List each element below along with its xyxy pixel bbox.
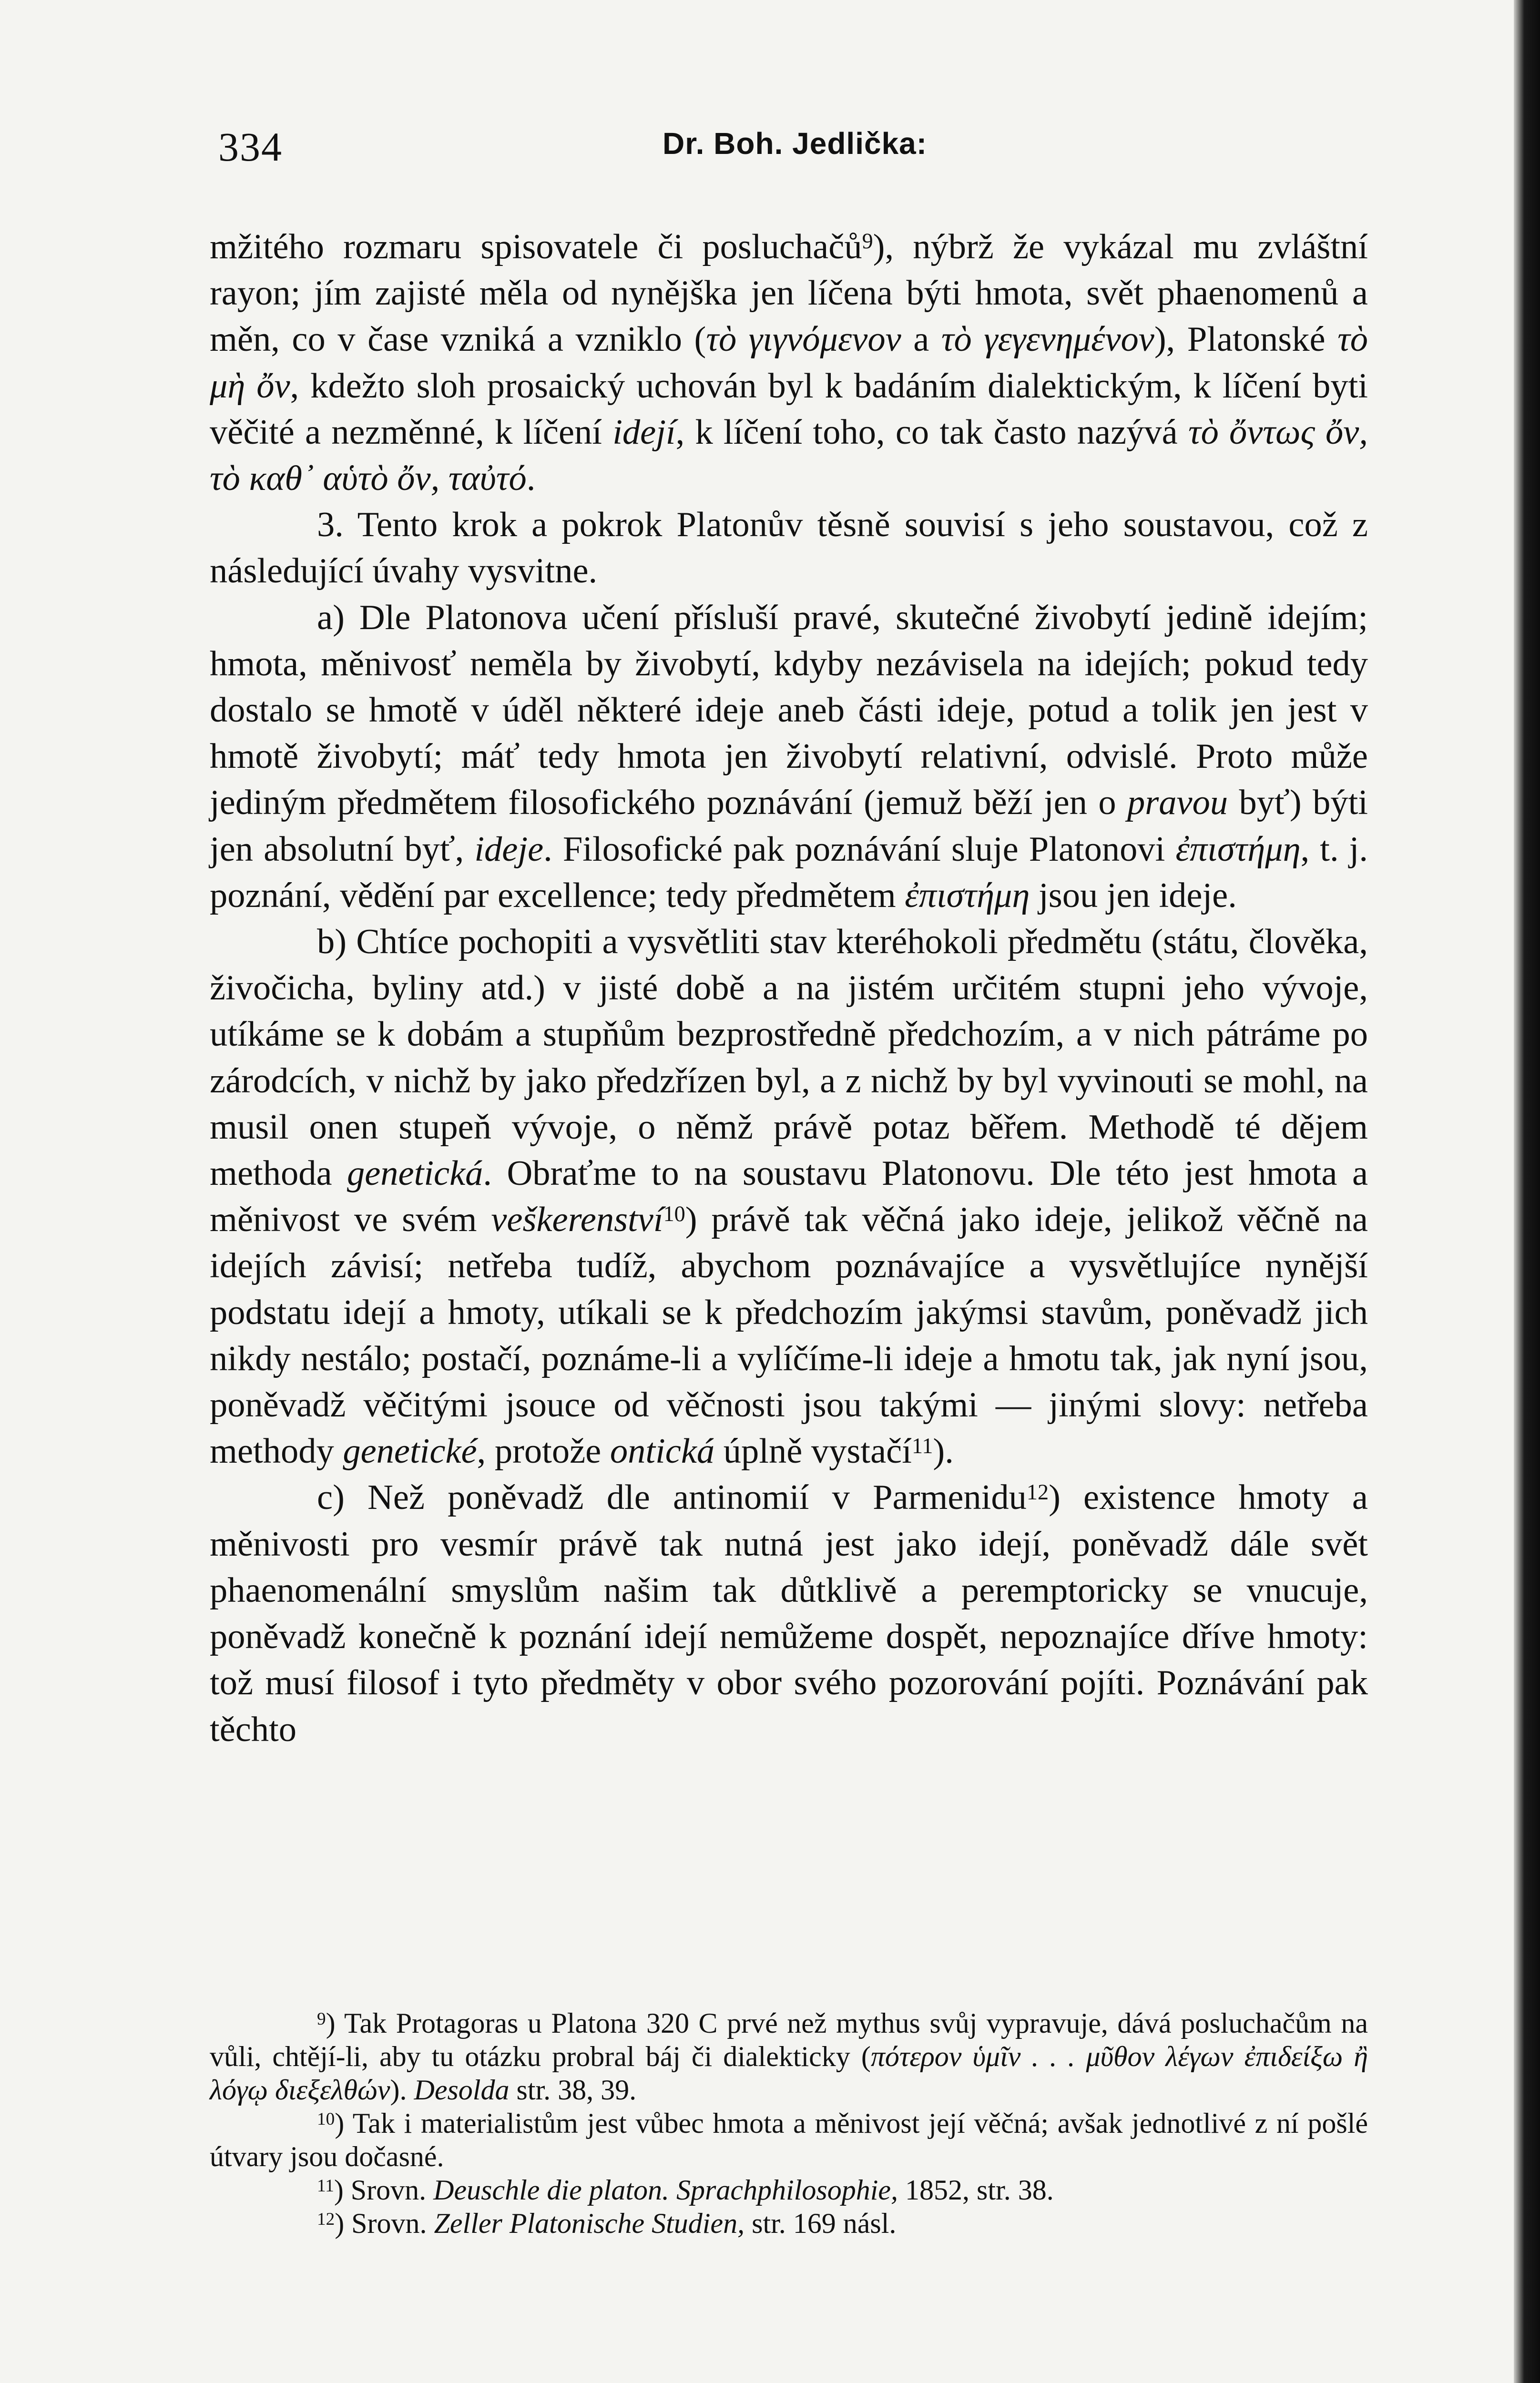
text-run: ) Tak Protagoras u Platona 320 C prvé než mythus svůj vypravuje, dává posluchačům na vůli, chtějí-li, aby tu otázku probral báj či dialekticky ( — [210, 2007, 1368, 2072]
emphasis: Desolda — [414, 2074, 510, 2106]
emphasis: genetické — [343, 1432, 477, 1471]
text-run: ) Srovn. — [334, 2174, 434, 2206]
text-run: , k líčení toho, co tak často nazývá — [675, 412, 1188, 452]
emphasis: genetická — [347, 1154, 483, 1193]
greek-term: ἐπιστήμη — [1175, 829, 1301, 869]
text-run: . Obraťme to na soustavu Platonovu. Dle této jest hmota a měnivost ve svém — [210, 1154, 1368, 1240]
footnote-ref-12: 12 — [1026, 1479, 1049, 1504]
footnote-ref-10: 10 — [663, 1202, 685, 1226]
text-run: a — [901, 320, 941, 359]
paragraph-continuation — [210, 224, 1368, 502]
text-run: , protože — [477, 1432, 610, 1471]
book-spine-shadow — [1514, 0, 1540, 2383]
text-run: ). — [390, 2074, 414, 2106]
footnotes — [210, 2006, 1368, 2240]
text-run: ) Srovn. — [335, 2208, 434, 2239]
text-run: str. 169 násl. — [745, 2208, 897, 2239]
text-run: , kdežto sloh prosaický uchován byl k badáním dialektickým, k líčení byti věčité a nezměnné, k líčení — [210, 366, 1368, 452]
paragraph-c — [210, 1475, 1368, 1752]
emphasis: Zeller Platonische Studien, — [434, 2208, 745, 2239]
text-run: . Filosofické pak poznávání sluje Platonovi — [543, 829, 1176, 869]
text-run: ) existence hmoty a měnivosti pro vesmír právě tak nutná jest jako idejí, poněvadž dále svět phaenomenální smyslům našim tak důtklivě a peremptoricky se vnucuje, poněvadž konečně k poznání idejí nemůžeme dospět, nepoznajíce dříve hmoty: tož musí filosof i tyto předměty v obor svého pozorování pojíti. Poznávání pak těchto — [210, 1478, 1368, 1749]
text-run: ) Tak i materialistům jest vůbec hmota a měnivost její věčná; avšak jednotlivé z ní pošlé útvary jsou dočasné. — [210, 2108, 1368, 2172]
footnote-number: 9 — [317, 2009, 326, 2029]
footnote-ref-9: 9 — [862, 229, 873, 254]
text-run: c) Než poněvadž dle antinomií v Parmenidu — [317, 1478, 1027, 1517]
text-run: ), nýbrž že vykázal mu zvláštní rayon; jím zajisté měla od nynějška jen líčena býti hmota, svět phaenomenů a měn, co v čase vzniká a vzniklo ( — [210, 227, 1368, 359]
text-run: a) Dle Platonova učení přísluší pravé, skutečné živobytí jedině idejím; hmota, měnivosť neměla by živobytí, kdyby nezávisela na idejích; pokud tedy dostalo se hmotě v úděl některé ideje aneb části ideje, potud a tolik jen jest v hmotě živobytí; máť tedy hmota jen živobytí relativní, odvislé. Proto může jediným předmětem filosofického poznávání (jemuž běží jen o — [210, 598, 1368, 823]
emphasis: idejí — [612, 412, 676, 452]
greek-term: τὸ μὴ ὄν — [210, 320, 1368, 406]
greek-term: τὸ γεγενημένον — [941, 320, 1154, 359]
text-run: b) Chtíce pochopiti a vysvětliti stav kteréhokoli předmětu (státu, člověka, živočicha, byliny atd.) v jisté době a na jistém určitém stupni jeho vývoje, utíkáme se k dobám a stupňům bezprostředně předchozím, a v nich pátráme po zárodcích, v nichž by jako předzřízen byl, a z nichž by byl vyvinouti se mohl, na musil onen stupeň vývoje, o němž právě potaz běřem. Methodě té dějem methoda — [210, 922, 1368, 1193]
paragraph-b — [210, 919, 1368, 1475]
footnote-number: 11 — [317, 2176, 334, 2196]
page-header — [205, 114, 1368, 170]
greek-term: πότερον ὑμῖν . . . μῦθον λέγων ἐπιδείξω ἢ λόγῳ διεξελθών — [210, 2041, 1368, 2106]
footnote-number: 10 — [317, 2109, 335, 2129]
text-run: ). — [933, 1432, 954, 1471]
text-run: . — [526, 459, 536, 499]
footnote-number: 12 — [317, 2210, 335, 2230]
emphasis: pravou — [1127, 783, 1228, 823]
text-run: byť) býti jen absolutní byť, — [210, 783, 1368, 869]
footnote-ref-11: 11 — [911, 1433, 933, 1458]
footnote-9 — [210, 2006, 1368, 2107]
paragraph-3: 3. Tento krok a pokrok Platonův těsně souvisí s jeho soustavou, což z následující úvahy vysvitne. — [210, 505, 1368, 591]
greek-term: τὸ γιγνόμενον — [706, 320, 901, 359]
footnote-11 — [210, 2173, 1368, 2207]
text-run: ) právě tak věčná jako ideje, jelikož věčně na idejích závisí; netřeba tudíž, abychom poznávajíce a vysvětlujíce nynější podstatu idejí a hmoty, utíkali se k předchozím jakýmsi stavům, poněvadž jich nikdy nestálo; postačí, poznáme-li a vylíčíme-li ideje a hmotu tak, jak nyní jsou, poněvadž věčitými jsouce od věčnosti jsou takými — jinými slovy: netřeba methody — [210, 1200, 1368, 1471]
emphasis: Deuschle die platon. Sprachphilosophie, — [433, 2174, 898, 2206]
emphasis: ideje — [474, 829, 544, 869]
text-run: str. 38, 39. — [509, 2074, 637, 2106]
footnote-12 — [210, 2207, 1368, 2240]
emphasis: veškerenství — [491, 1200, 663, 1240]
text-run: ), Platonské — [1154, 320, 1338, 359]
main-text — [210, 224, 1368, 1753]
text-run: úplně vystačí — [714, 1432, 912, 1471]
emphasis: ontická — [610, 1432, 715, 1471]
text-run: , t. j. poznání, vědění par excellence; tedy předmětem — [210, 829, 1368, 915]
running-head: Dr. Boh. Jedlička: — [663, 126, 928, 161]
paragraph-a — [210, 595, 1368, 919]
page-number: 334 — [218, 124, 283, 170]
footnote-10 — [210, 2107, 1368, 2173]
text-run: 1852, str. 38. — [898, 2174, 1054, 2206]
greek-term: τὸ ὄντως ὄν, τὸ καθ᾽ αὑτὸ ὄν, ταὐτό — [210, 412, 1368, 499]
greek-term: ἐπιστήμη — [905, 876, 1030, 915]
text-run: jsou jen ideje. — [1030, 876, 1237, 915]
text-run: mžitého rozmaru spisovatele či posluchačů — [210, 227, 862, 266]
